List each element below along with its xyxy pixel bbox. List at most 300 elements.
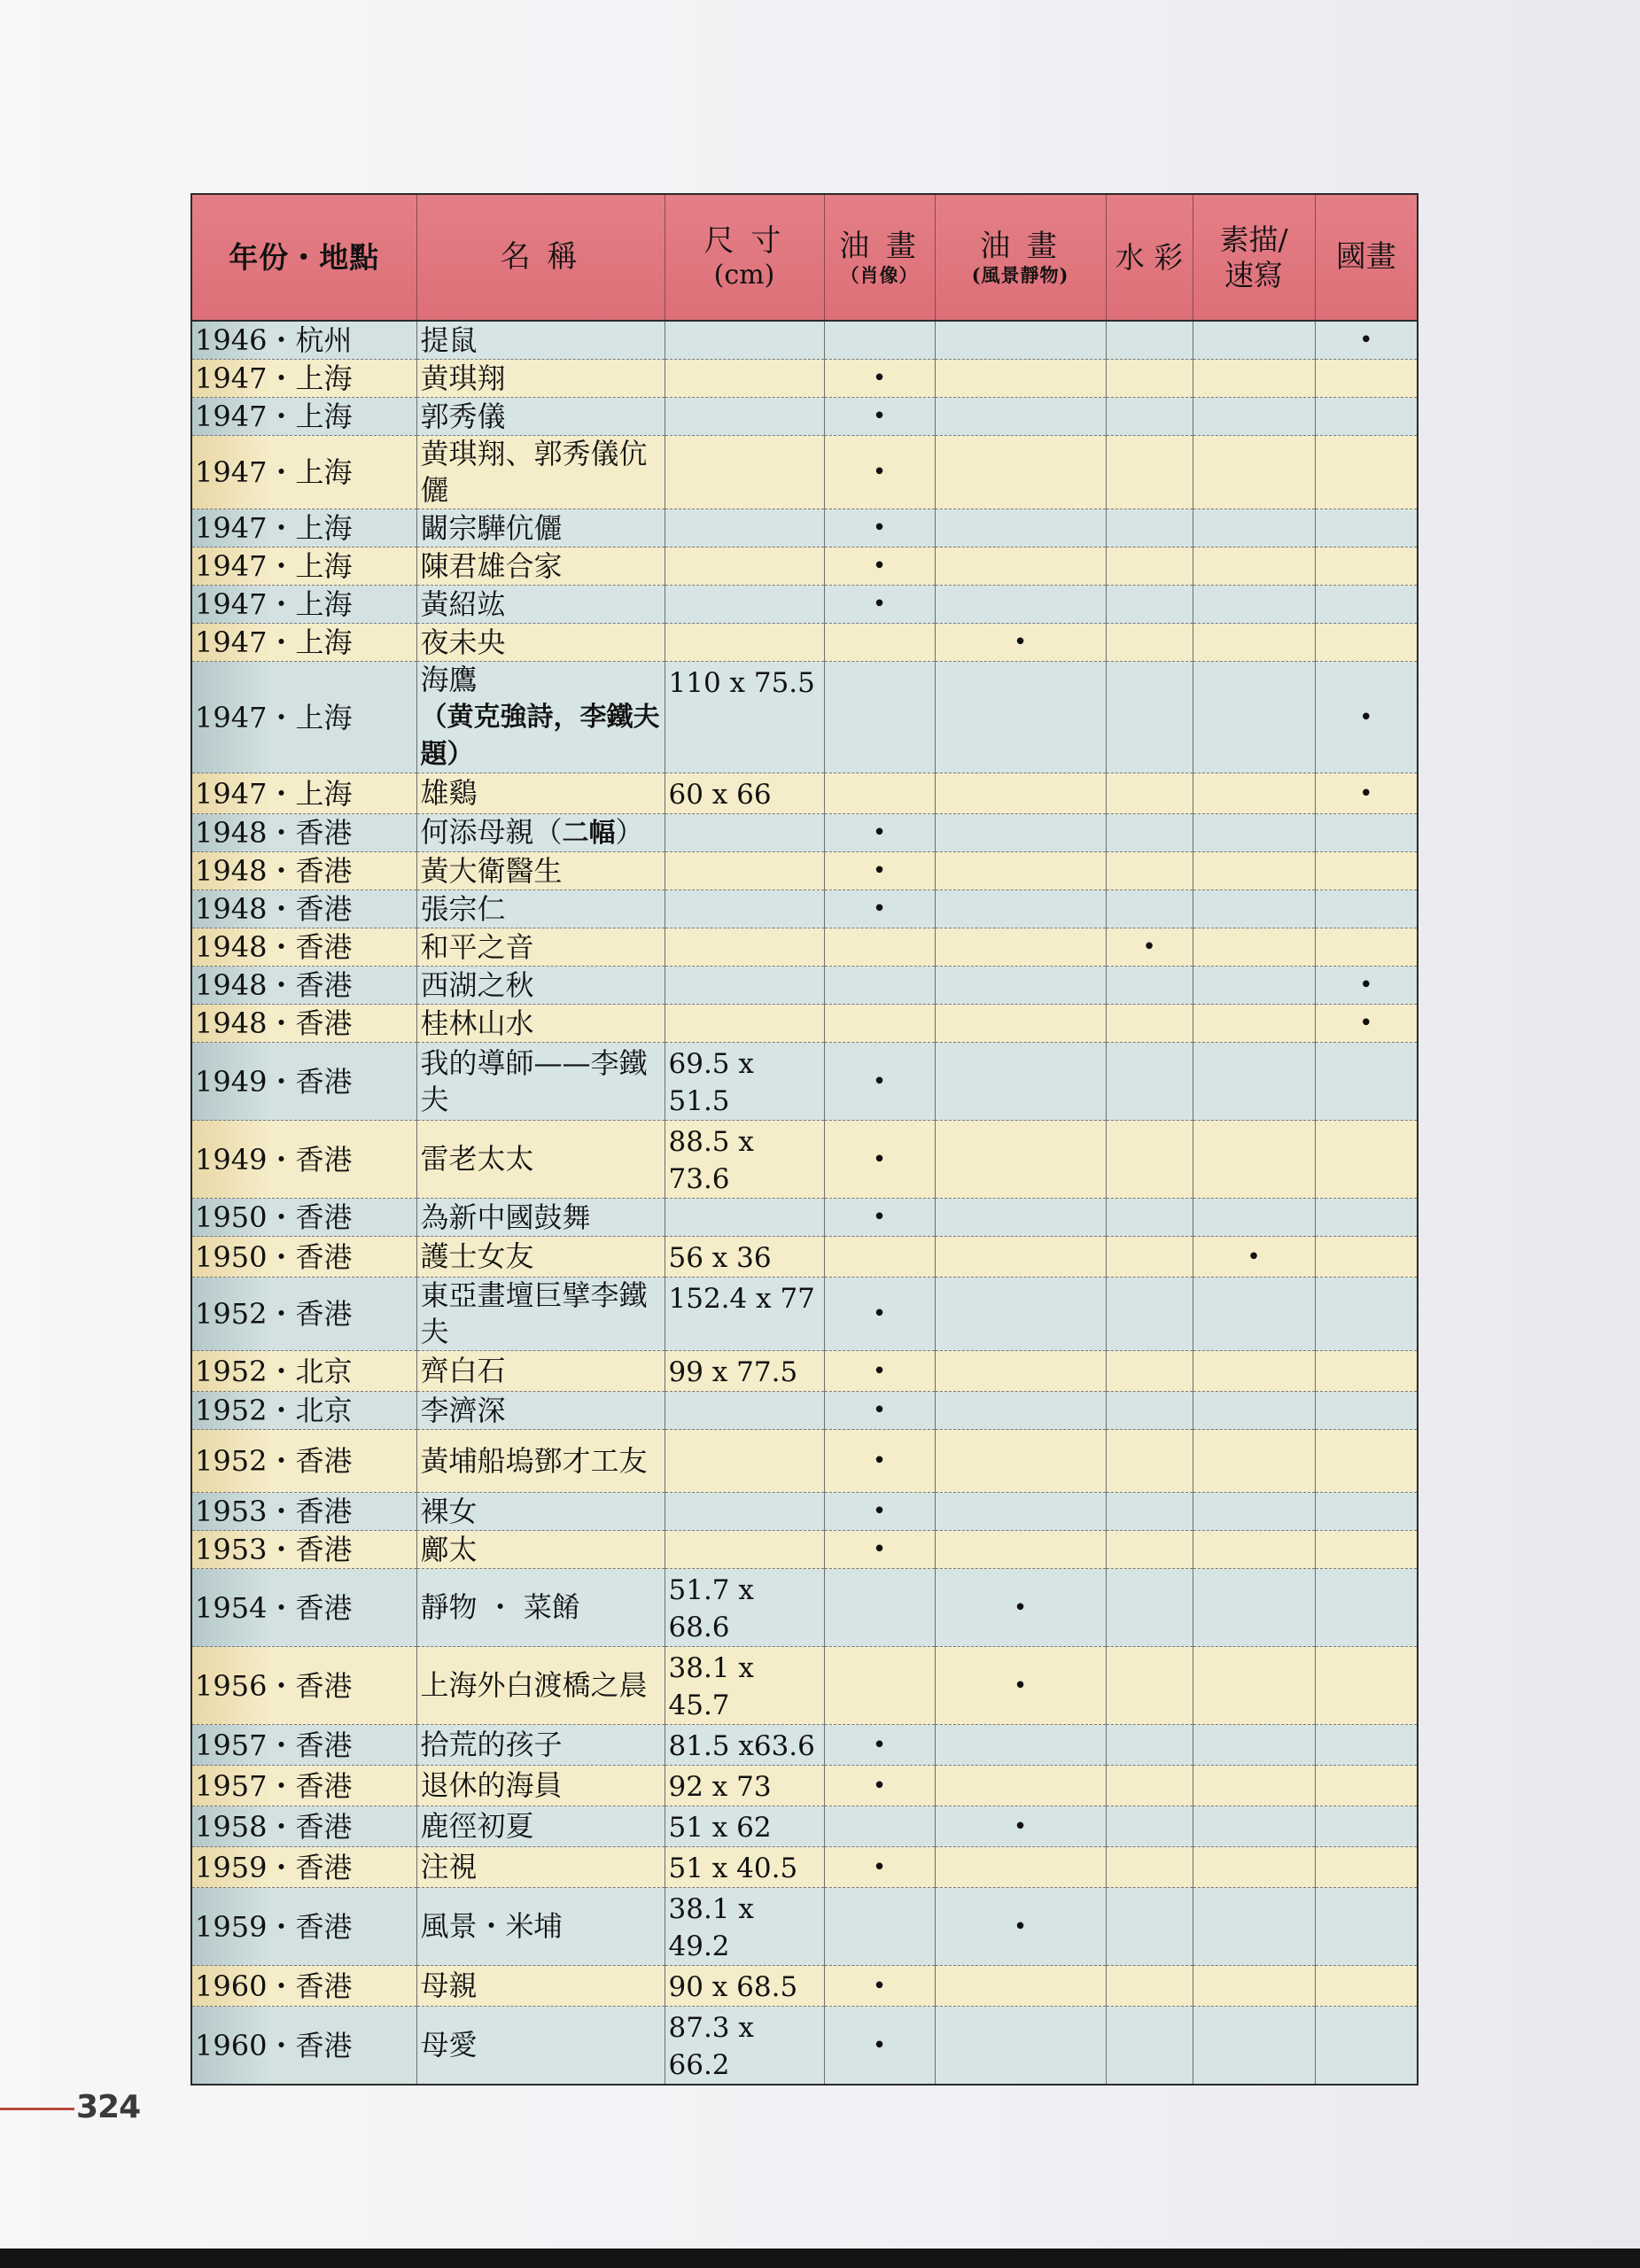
title-cell: [416, 2007, 665, 2085]
size-cell: [665, 1430, 824, 1493]
page-number-rule: [0, 2108, 74, 2110]
title-text: 鹿徑初夏: [420, 1809, 534, 1843]
year-place-cell: 1952・香港: [191, 1430, 416, 1493]
year-place-cell: 1950・香港: [191, 1199, 416, 1237]
title-text: 提鼠: [420, 322, 478, 357]
year-place-cell: 1952・北京: [191, 1392, 416, 1430]
size-cell: [665, 360, 824, 398]
title-cell: [416, 662, 665, 773]
cell-chinese-painting: [1315, 1569, 1418, 1647]
title-cell: [416, 1237, 665, 1278]
cell-oil-landscape: [935, 1199, 1106, 1237]
cell-watercolor: [1106, 890, 1193, 928]
cell-chinese-painting: [1315, 1392, 1418, 1430]
bullet-mark: •: [1247, 1243, 1261, 1270]
cell-watercolor: [1106, 624, 1193, 662]
cell-sketch: [1193, 928, 1315, 967]
bullet-mark: •: [872, 365, 887, 392]
header-year-place: 年份・地點: [191, 194, 416, 321]
cell-oil-landscape: [935, 1278, 1106, 1351]
size-cell: [665, 1531, 824, 1569]
header-name: 名 稱: [416, 194, 665, 321]
size-cell: 51 x 62: [665, 1806, 824, 1847]
table-row: [191, 1392, 1418, 1430]
size-cell: 38.1 x 45.7: [665, 1647, 824, 1725]
table-row: [191, 1531, 1418, 1569]
cell-watercolor: [1106, 1569, 1193, 1647]
table-row: [191, 928, 1418, 967]
bullet-mark: •: [1013, 629, 1028, 656]
cell-watercolor: [1106, 1766, 1193, 1806]
cell-sketch: [1193, 1966, 1315, 2007]
title-text: 李濟深: [420, 1393, 506, 1427]
title-cell: [416, 1121, 665, 1199]
cell-sketch: [1193, 1493, 1315, 1531]
cell-watercolor: [1106, 321, 1193, 360]
cell-oil-portrait: [824, 509, 935, 548]
cell-oil-portrait: [824, 1531, 935, 1569]
cell-sketch: [1193, 1237, 1315, 1278]
bullet-mark: •: [872, 591, 887, 617]
cell-oil-landscape: [935, 1888, 1106, 1966]
bullet-mark: •: [872, 1204, 887, 1231]
cell-oil-portrait: [824, 1237, 935, 1278]
year-place-cell: 1947・上海: [191, 509, 416, 548]
bullet-mark: •: [1013, 1672, 1028, 1699]
title-cell: [416, 321, 665, 360]
title-text: 齊白石: [420, 1354, 506, 1387]
table-row: [191, 360, 1418, 398]
cell-watercolor: [1106, 1847, 1193, 1888]
size-cell: [665, 586, 824, 624]
cell-watercolor: [1106, 1121, 1193, 1199]
cell-oil-landscape: [935, 2007, 1106, 2085]
table-row: [191, 321, 1418, 360]
cell-oil-landscape: [935, 1569, 1106, 1647]
cell-oil-portrait: [824, 360, 935, 398]
cell-chinese-painting: [1315, 852, 1418, 890]
bullet-mark: •: [872, 1853, 887, 1881]
cell-oil-portrait: [824, 852, 935, 890]
year-place-cell: 1949・香港: [191, 1043, 416, 1121]
cell-chinese-painting: [1315, 967, 1418, 1005]
cell-oil-landscape: [935, 1647, 1106, 1725]
bullet-mark: •: [872, 1301, 887, 1327]
title-cell: [416, 360, 665, 398]
cell-oil-portrait: [824, 1392, 935, 1430]
title-text: 裸女: [420, 1494, 478, 1528]
cell-watercolor: [1106, 1806, 1193, 1847]
page-number: 324: [76, 2089, 141, 2125]
cell-oil-portrait: [824, 773, 935, 814]
cell-oil-landscape: [935, 1847, 1106, 1888]
cell-sketch: [1193, 360, 1315, 398]
cell-oil-portrait: [824, 1725, 935, 1766]
cell-chinese-painting: [1315, 1043, 1418, 1121]
year-place-cell: 1953・香港: [191, 1493, 416, 1531]
year-place-cell: 1948・香港: [191, 852, 416, 890]
cell-oil-landscape: [935, 928, 1106, 967]
cell-sketch: [1193, 890, 1315, 928]
table-row: [191, 1278, 1418, 1351]
cell-watercolor: [1106, 436, 1193, 509]
title-cell: [416, 1569, 665, 1647]
title-cell: [416, 398, 665, 436]
size-cell: [665, 928, 824, 967]
cell-chinese-painting: [1315, 1847, 1418, 1888]
cell-oil-landscape: [935, 509, 1106, 548]
table-row: [191, 2007, 1418, 2085]
title-cell: [416, 1725, 665, 1766]
table-row: [191, 967, 1418, 1005]
title-text: 退休的海員: [420, 1768, 563, 1802]
header-chinese-painting: 國畫: [1315, 194, 1418, 321]
title-text: 鄺太: [420, 1532, 478, 1566]
bullet-mark: •: [1359, 972, 1373, 998]
cell-oil-portrait: [824, 1847, 935, 1888]
cell-sketch: [1193, 321, 1315, 360]
year-place-cell: 1959・香港: [191, 1888, 416, 1966]
year-place-cell: 1946・杭州: [191, 321, 416, 360]
table-row: [191, 1647, 1418, 1725]
title-cell: [416, 624, 665, 662]
table-row: [191, 1569, 1418, 1647]
bullet-mark: •: [872, 1498, 887, 1525]
size-cell: [665, 509, 824, 548]
cell-sketch: [1193, 1278, 1315, 1351]
table-row: [191, 1888, 1418, 1966]
cell-sketch: [1193, 1531, 1315, 1569]
cell-watercolor: [1106, 1966, 1193, 2007]
bullet-mark: •: [872, 1357, 887, 1385]
cell-watercolor: [1106, 1351, 1193, 1392]
cell-sketch: [1193, 548, 1315, 586]
cell-chinese-painting: [1315, 1888, 1418, 1966]
year-place-cell: 1954・香港: [191, 1569, 416, 1647]
header-oil-portrait: 油 畫 （肖像）: [824, 194, 935, 321]
cell-oil-portrait: [824, 1351, 935, 1392]
title-text: 黄琪翔: [420, 361, 506, 395]
table-row: [191, 852, 1418, 890]
cell-chinese-painting: [1315, 1647, 1418, 1725]
cell-sketch: [1193, 509, 1315, 548]
bullet-mark: •: [872, 2031, 887, 2059]
year-place-cell: 1947・上海: [191, 548, 416, 586]
title-text: 張宗仁: [420, 891, 506, 926]
title-text: 注視: [420, 1850, 478, 1884]
cell-oil-portrait: [824, 624, 935, 662]
cell-oil-landscape: [935, 1351, 1106, 1392]
cell-oil-landscape: [935, 814, 1106, 852]
title-text: 何添母親（: [420, 815, 563, 849]
title-cell: [416, 1806, 665, 1847]
year-place-cell: 1948・香港: [191, 890, 416, 928]
cell-chinese-painting: [1315, 1351, 1418, 1392]
title-cell: [416, 852, 665, 890]
table-row: [191, 814, 1418, 852]
cell-oil-portrait: [824, 1766, 935, 1806]
title-text: 黃大衛醫生: [420, 853, 563, 888]
cell-watercolor: [1106, 2007, 1193, 2085]
cell-sketch: [1193, 1043, 1315, 1121]
bullet-mark: •: [872, 459, 887, 485]
title-cell: [416, 1043, 665, 1121]
title-cell: [416, 548, 665, 586]
cell-watercolor: [1106, 1278, 1193, 1351]
cell-sketch: [1193, 1392, 1315, 1430]
cell-oil-portrait: [824, 1966, 935, 2007]
title-text: 風景・米埔: [420, 1909, 563, 1943]
cell-chinese-painting: [1315, 1430, 1418, 1493]
cell-watercolor: [1106, 814, 1193, 852]
cell-oil-portrait: [824, 436, 935, 509]
size-cell: [665, 1005, 824, 1043]
size-cell: 69.5 x 51.5: [665, 1043, 824, 1121]
cell-chinese-painting: [1315, 586, 1418, 624]
title-text: 陳君雄合家: [420, 548, 563, 583]
cell-sketch: [1193, 1766, 1315, 1806]
title-cell: [416, 509, 665, 548]
bullet-mark: •: [1013, 1913, 1028, 1940]
size-cell: 90 x 68.5: [665, 1966, 824, 2007]
size-cell: [665, 814, 824, 852]
cell-sketch: [1193, 773, 1315, 814]
cell-watercolor: [1106, 1725, 1193, 1766]
cell-oil-portrait: [824, 1569, 935, 1647]
year-place-cell: 1948・香港: [191, 814, 416, 852]
cell-oil-portrait: [824, 814, 935, 852]
size-cell: 88.5 x 73.6: [665, 1121, 824, 1199]
cell-oil-portrait: [824, 967, 935, 1005]
cell-oil-landscape: [935, 586, 1106, 624]
cell-watercolor: [1106, 398, 1193, 436]
title-cell: [416, 1199, 665, 1237]
cell-watercolor: [1106, 548, 1193, 586]
cell-sketch: [1193, 1847, 1315, 1888]
table-row: [191, 1847, 1418, 1888]
cell-oil-portrait: [824, 1430, 935, 1493]
cell-sketch: [1193, 662, 1315, 773]
cell-chinese-painting: [1315, 1005, 1418, 1043]
cell-oil-portrait: [824, 1647, 935, 1725]
cell-chinese-painting: [1315, 321, 1418, 360]
cell-sketch: [1193, 2007, 1315, 2085]
year-place-cell: 1958・香港: [191, 1806, 416, 1847]
scan-bottom-edge: [0, 2249, 1640, 2268]
title-text: 靜物 ・ 菜餚: [420, 1590, 580, 1624]
bullet-mark: •: [1359, 1010, 1373, 1037]
cell-sketch: [1193, 1569, 1315, 1647]
cell-chinese-painting: [1315, 1531, 1418, 1569]
cell-chinese-painting: [1315, 1199, 1418, 1237]
cell-chinese-painting: [1315, 1237, 1418, 1278]
bullet-mark: •: [1359, 703, 1373, 731]
cell-watercolor: [1106, 1531, 1193, 1569]
cell-oil-landscape: [935, 852, 1106, 890]
cell-sketch: [1193, 814, 1315, 852]
title-text: 拾荒的孩子: [420, 1728, 563, 1761]
bullet-mark: •: [872, 896, 887, 922]
cell-oil-portrait: [824, 662, 935, 773]
cell-chinese-painting: [1315, 1725, 1418, 1766]
title-cell: [416, 967, 665, 1005]
title-note: （黄克強詩，李鐵夫題）: [420, 702, 660, 770]
cell-oil-portrait: [824, 321, 935, 360]
cell-chinese-painting: [1315, 662, 1418, 773]
table-row: [191, 1043, 1418, 1121]
table-row: [191, 1121, 1418, 1199]
cell-sketch: [1193, 1005, 1315, 1043]
title-cell: [416, 1351, 665, 1392]
title-cell: [416, 1966, 665, 2007]
cell-chinese-painting: [1315, 436, 1418, 509]
cell-oil-portrait: [824, 1121, 935, 1199]
size-cell: 87.3 x 66.2: [665, 2007, 824, 2085]
title-text: 闞宗驊伉儷: [420, 510, 563, 545]
year-place-cell: 1947・上海: [191, 360, 416, 398]
table-row: [191, 773, 1418, 814]
cell-sketch: [1193, 586, 1315, 624]
cell-oil-landscape: [935, 967, 1106, 1005]
table-row: [191, 662, 1418, 773]
cell-watercolor: [1106, 1199, 1193, 1237]
size-cell: [665, 890, 824, 928]
year-place-cell: 1949・香港: [191, 1121, 416, 1199]
cell-sketch: [1193, 1430, 1315, 1493]
size-cell: [665, 624, 824, 662]
table-row: [191, 624, 1418, 662]
cell-oil-portrait: [824, 1806, 935, 1847]
table-row: [191, 1430, 1418, 1493]
title-text: 郭秀儀: [420, 399, 506, 433]
bullet-mark: •: [1142, 934, 1156, 960]
cell-oil-portrait: [824, 548, 935, 586]
title-text: 黃紹竑: [420, 586, 506, 621]
bullet-mark: •: [872, 1772, 887, 1799]
year-place-cell: 1947・上海: [191, 586, 416, 624]
title-cell: [416, 436, 665, 509]
title-cell: [416, 1847, 665, 1888]
year-place-cell: 1960・香港: [191, 1966, 416, 2007]
cell-chinese-painting: [1315, 548, 1418, 586]
title-cell: [416, 586, 665, 624]
table-row: [191, 509, 1418, 548]
cell-oil-portrait: [824, 1278, 935, 1351]
table-row: [191, 1237, 1418, 1278]
cell-watercolor: [1106, 852, 1193, 890]
title-text: 為新中國鼓舞: [420, 1200, 591, 1234]
cell-chinese-painting: [1315, 1493, 1418, 1531]
year-place-cell: 1947・上海: [191, 398, 416, 436]
title-cell: [416, 1531, 665, 1569]
cell-watercolor: [1106, 1043, 1193, 1121]
size-cell: 60 x 66: [665, 773, 824, 814]
year-place-cell: 1957・香港: [191, 1766, 416, 1806]
cell-oil-landscape: [935, 436, 1106, 509]
cell-sketch: [1193, 852, 1315, 890]
title-text: 夜未央: [420, 625, 506, 659]
cell-oil-portrait: [824, 2007, 935, 2085]
cell-oil-landscape: [935, 1043, 1106, 1121]
cell-chinese-painting: [1315, 928, 1418, 967]
size-cell: 92 x 73: [665, 1766, 824, 1806]
size-cell: [665, 436, 824, 509]
cell-oil-portrait: [824, 1888, 935, 1966]
cell-oil-landscape: [935, 1966, 1106, 2007]
title-text: 我的導師——李鐵夫: [420, 1045, 648, 1116]
cell-oil-landscape: [935, 1392, 1106, 1430]
cell-watercolor: [1106, 509, 1193, 548]
title-text: 雄鷄: [420, 776, 478, 810]
cell-oil-landscape: [935, 1806, 1106, 1847]
table-row: [191, 1199, 1418, 1237]
bullet-mark: •: [1359, 780, 1373, 807]
cell-oil-portrait: [824, 1005, 935, 1043]
size-cell: [665, 398, 824, 436]
table-row: [191, 586, 1418, 624]
cell-watercolor: [1106, 662, 1193, 773]
table-header-row: [191, 194, 1418, 321]
cell-oil-landscape: [935, 360, 1106, 398]
size-cell: [665, 852, 824, 890]
cell-chinese-painting: [1315, 509, 1418, 548]
title-text: 母親: [420, 1969, 478, 2002]
cell-chinese-painting: [1315, 2007, 1418, 2085]
bullet-mark: •: [872, 1536, 887, 1563]
title-cell: [416, 1392, 665, 1430]
bullet-mark: •: [1013, 1813, 1028, 1840]
title-text: 黃埔船塢鄧才工友: [420, 1443, 648, 1478]
size-cell: [665, 967, 824, 1005]
size-cell: 152.4 x 77: [665, 1278, 824, 1351]
cell-watercolor: [1106, 967, 1193, 1005]
cell-oil-landscape: [935, 1493, 1106, 1531]
cell-sketch: [1193, 967, 1315, 1005]
cell-oil-landscape: [935, 548, 1106, 586]
size-cell: [665, 548, 824, 586]
title-cell: [416, 773, 665, 814]
title-cell: [416, 1005, 665, 1043]
table-row: [191, 1725, 1418, 1766]
header-size: 尺 寸 (cm): [665, 194, 824, 321]
size-cell: 56 x 36: [665, 1237, 824, 1278]
title-cell: [416, 1888, 665, 1966]
table-row: [191, 548, 1418, 586]
cell-oil-landscape: [935, 1430, 1106, 1493]
header-oil-landscape: 油 畫 (風景靜物): [935, 194, 1106, 321]
bullet-mark: •: [872, 515, 887, 541]
title-text: 護士女友: [420, 1239, 534, 1273]
cell-oil-landscape: [935, 398, 1106, 436]
cell-watercolor: [1106, 1493, 1193, 1531]
cell-watercolor: [1106, 586, 1193, 624]
bullet-mark: •: [872, 403, 887, 430]
bullet-mark: •: [872, 819, 887, 846]
year-place-cell: 1948・香港: [191, 1005, 416, 1043]
cell-chinese-painting: [1315, 398, 1418, 436]
year-place-cell: 1956・香港: [191, 1647, 416, 1725]
cell-chinese-painting: [1315, 890, 1418, 928]
title-text: 上海外白渡橋之晨: [420, 1668, 648, 1702]
year-place-cell: 1948・香港: [191, 967, 416, 1005]
year-place-cell: 1960・香港: [191, 2007, 416, 2085]
cell-oil-landscape: [935, 1121, 1106, 1199]
cell-chinese-painting: [1315, 1278, 1418, 1351]
title-text: 西湖之秋: [420, 967, 534, 1002]
size-cell: 51 x 40.5: [665, 1847, 824, 1888]
cell-oil-landscape: [935, 1005, 1106, 1043]
table-row: [191, 1966, 1418, 2007]
